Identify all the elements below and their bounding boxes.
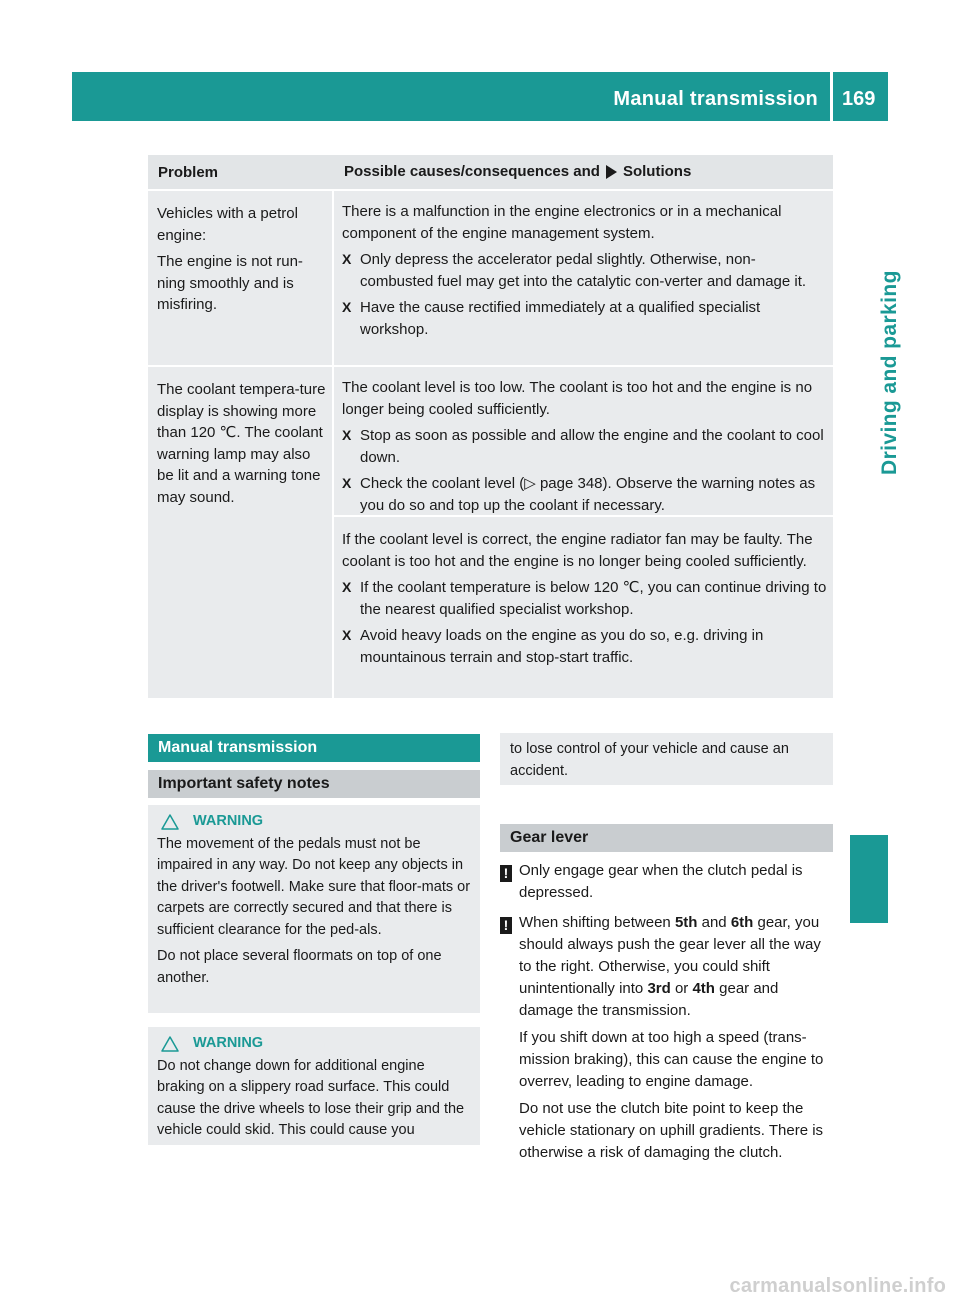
column-header-problem: Problem [158, 164, 219, 181]
instruction-step [342, 625, 827, 668]
header-divider [830, 72, 833, 121]
solution-block [334, 515, 833, 680]
table-row [148, 191, 833, 367]
problem-text: The coolant tempera-ture display is showing more than 120 ℃. The coolant warning lamp may also be lit and a warning tone may sound. [157, 381, 326, 506]
page-number: 169 [842, 88, 876, 110]
cause-text: If the coolant level is correct, the engine radiator fan may be faulty. The coolant is too hot and the engine is no longer being cooled sufficiently. [342, 531, 813, 570]
warning-box [148, 1027, 480, 1145]
gear-lever-notes [500, 860, 834, 1164]
step-text: Check the coolant level (▷ page 348). Observe the warning notes as you do so and top up the coolant if necessary. [360, 475, 816, 514]
side-tab-marker [850, 835, 888, 923]
subsection-title: Important safety notes [148, 770, 480, 798]
instruction-step [342, 297, 827, 340]
warning-text: Do not change down for additional engine braking on a slippery road surface. This could cause the drive wheels to lose their grip and the vehicle could skid. This could cause you [157, 1057, 465, 1138]
column-header-solutions [336, 155, 833, 189]
step-text: Avoid heavy loads on the engine as you do so, e.g. driving in mountainous terrain and stop-start traffic. [360, 627, 764, 666]
section-title: Manual transmission [148, 734, 480, 762]
warning-box [148, 805, 480, 1013]
solution-cell [334, 367, 833, 698]
step-text: If the coolant temperature is below 120 ℃, you can continue driving to the nearest qualified specialist workshop. [360, 579, 827, 618]
table-header [148, 155, 833, 191]
problem-text: Vehicles with a petrol engine: [157, 205, 298, 244]
cause-text: The coolant level is too low. The coolant is too hot and the engine is no longer being cooled sufficiently. [342, 379, 813, 418]
instruction-step [342, 249, 827, 292]
gear-label: 4th [692, 980, 715, 997]
arrow-right-icon [606, 165, 617, 179]
step-marker-icon: X [342, 299, 352, 315]
column-header-causes: Possible causes/consequences and [344, 163, 600, 180]
gear-label: 3rd [647, 980, 671, 997]
note-text: Do not use the clutch bite point to keep the vehicle stationary on uphill gradients. There is otherwise a risk of damaging the clutch. [519, 1100, 824, 1161]
warning-label: WARNING [193, 1035, 264, 1051]
warning-header [157, 811, 472, 833]
step-marker-icon: X [342, 251, 352, 267]
warning-header [157, 1033, 472, 1055]
warning-triangle-icon [161, 814, 179, 830]
exclamation-icon: ! [500, 865, 512, 882]
note-item [500, 912, 834, 1164]
problem-cell [148, 191, 334, 365]
solution-cell [334, 191, 833, 365]
warning-continuation [500, 733, 833, 785]
gear-label: 6th [730, 914, 754, 931]
watermark: carmanualsonline.info [729, 1275, 946, 1297]
step-text: Have the cause rectified immediately at a qualified specialist workshop. [360, 299, 761, 338]
solution-block [334, 191, 833, 352]
side-tab-label: Driving and parking [878, 270, 901, 475]
cause-text: There is a malfunction in the engine electronics or in a mechanical component of the engine management system. [342, 203, 782, 242]
note-item [500, 860, 834, 904]
troubleshooting-table [148, 155, 833, 700]
step-marker-icon: X [342, 475, 352, 491]
instruction-step [342, 577, 827, 620]
exclamation-icon: ! [500, 917, 512, 934]
step-text: Only depress the accelerator pedal slightly. Otherwise, non-combusted fuel may get into the catalytic con-verter and damage it. [360, 251, 807, 290]
note-text: When shifting between 5th and 6th gear, you should always push the gear lever all the way to the right. Otherwise, you could shift unintentionally into 3rd or 4th gear and damage the transmission. [519, 914, 821, 1019]
problem-text: The engine is not run-ning smoothly and is misfiring. [157, 253, 303, 313]
note-text: If you shift down at too high a speed (trans-mission braking), this can cause the engine to overrev, leading to engine damage. [519, 1029, 824, 1090]
gear-label: 5th [674, 914, 698, 931]
column-header-solutions-label: Solutions [622, 163, 692, 180]
side-tab [850, 140, 901, 500]
step-text: Stop as soon as possible and allow the engine and the coolant to cool down. [360, 427, 824, 466]
warning-text: Do not place several floormats on top of one another. [157, 948, 442, 986]
warning-text: The movement of the pedals must not be impaired in any way. Do not keep any objects in the driver's footwell. Make sure that floor-mats or carpets are correctly secured and that there is sufficient clearance for the ped-als. [157, 835, 471, 938]
step-marker-icon: X [342, 579, 352, 595]
solution-block [334, 367, 833, 515]
table-row [148, 367, 833, 700]
page-header-title: Manual transmission [613, 88, 818, 110]
instruction-step [342, 425, 827, 468]
warning-text: to lose control of your vehicle and cause an accident. [510, 741, 789, 779]
step-marker-icon: X [342, 427, 352, 443]
instruction-step [342, 473, 827, 516]
step-marker-icon: X [342, 627, 352, 643]
gear-lever-title: Gear lever [500, 824, 833, 852]
warning-label: WARNING [193, 813, 264, 829]
problem-cell [148, 367, 334, 698]
warning-triangle-icon [161, 1036, 179, 1052]
note-text: Only engage gear when the clutch pedal is depressed. [519, 862, 803, 901]
